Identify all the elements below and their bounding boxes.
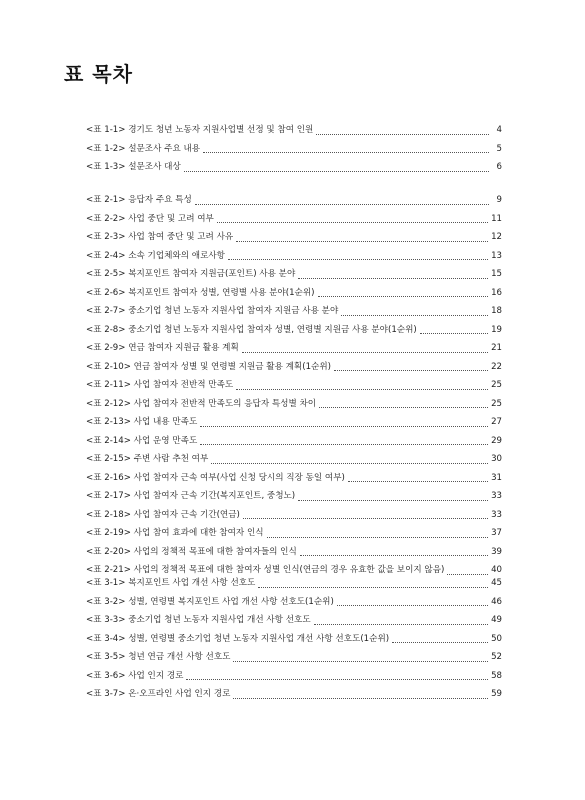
toc-entry-label: <표 3-5> 청년 연금 개선 사항 선호도 [86, 652, 231, 662]
toc-page-number: 21 [491, 343, 502, 353]
toc-entry-label: <표 2-19> 사업 참여 효과에 대한 참여자 인식 [86, 528, 264, 538]
toc-entry[interactable] [86, 524, 502, 543]
toc-group-2 [86, 191, 502, 580]
toc-page-number: 9 [496, 195, 502, 205]
toc-dot-leader [258, 586, 488, 588]
toc-entry-label: <표 2-11> 사업 참여자 전반적 만족도 [86, 380, 234, 390]
toc-entry[interactable] [86, 140, 502, 159]
toc-entry-label: <표 1-1> 경기도 청년 노동자 지원사업별 선정 및 참여 인원 [86, 125, 314, 135]
toc-dot-leader [228, 258, 488, 260]
toc-page-number: 37 [491, 528, 502, 538]
toc-entry-label: <표 3-1> 복지포인트 사업 개선 사항 선호도 [86, 578, 256, 588]
toc-entry-label: <표 2-6> 복지포인트 참여자 성별, 연령별 사용 분야(1순위) [86, 287, 315, 298]
toc-entry[interactable] [86, 302, 502, 321]
toc-dot-leader [186, 678, 488, 680]
toc-page-number: 6 [496, 162, 502, 172]
toc-entry-label: <표 2-5> 복지포인트 참여자 지원금(포인트) 사용 분야 [86, 269, 296, 279]
toc-page-number: 33 [491, 491, 502, 501]
toc-entry[interactable] [86, 574, 502, 593]
toc-dot-leader [243, 517, 488, 519]
toc-entry-label: <표 2-14> 사업 운영 만족도 [86, 435, 198, 446]
toc-entry[interactable] [86, 685, 502, 704]
toc-entry-label: <표 2-10> 연금 참여자 성별 및 연령별 지원금 활용 계획(1순위) [86, 361, 331, 372]
toc-dot-leader [348, 480, 488, 482]
toc-page-number: 15 [491, 269, 502, 279]
toc-dot-leader [298, 499, 488, 501]
toc-entry[interactable] [86, 648, 502, 667]
toc-entry[interactable] [86, 432, 502, 451]
toc-page-number: 59 [491, 689, 502, 699]
toc-entry[interactable] [86, 284, 502, 303]
toc-entry-label: <표 1-2> 설문조사 주요 내용 [86, 143, 201, 154]
toc-dot-leader [200, 443, 488, 445]
toc-page-number: 30 [491, 454, 502, 464]
toc-entry[interactable] [86, 450, 502, 469]
toc-dot-leader [267, 536, 489, 538]
toc-entry-label: <표 2-21> 사업의 정책적 목표에 대한 참여자 성별 인식(연금의 경우 유효한 값을 보이지 않음) [86, 565, 445, 575]
toc-dot-leader [319, 406, 488, 408]
toc-entry-label: <표 2-12> 사업 참여자 전반적 만족도의 응답자 특성별 차이 [86, 398, 317, 409]
toc-entry-label: <표 2-9> 연금 참여자 지원금 활용 계획 [86, 343, 239, 353]
toc-page-number: 11 [491, 213, 502, 224]
toc-entry-label: <표 2-2> 사업 중단 및 고려 여부 [86, 213, 214, 224]
toc-page-number: 50 [491, 633, 502, 644]
toc-entry-label: <표 3-4> 성별, 연령별 중소기업 청년 노동자 지원사업 개선 사항 선호도(1순위) [86, 633, 390, 644]
toc-entry[interactable] [86, 395, 502, 414]
toc-entry-label: <표 3-7> 온·오프라인 사업 인지 경로 [86, 689, 231, 699]
toc-entry-label: <표 2-15> 주변 사람 추천 여부 [86, 454, 209, 464]
toc-page-number: 49 [491, 615, 502, 625]
toc-entry[interactable] [86, 593, 502, 612]
toc-dot-leader [195, 203, 489, 205]
toc-page-number: 45 [491, 578, 502, 588]
toc-entry[interactable] [86, 667, 502, 686]
toc-entry[interactable] [86, 611, 502, 630]
toc-dot-leader [334, 369, 488, 371]
toc-entry-label: <표 2-20> 사업의 정책적 목표에 대한 참여자들의 인식 [86, 546, 297, 557]
toc-dot-leader [298, 277, 488, 279]
toc-dot-leader [314, 623, 488, 625]
toc-dot-leader [233, 660, 488, 662]
toc-entry-label: <표 2-18> 사업 참여자 근속 기간(연금) [86, 509, 240, 520]
toc-dot-leader [217, 221, 488, 223]
toc-entry-label: <표 2-13> 사업 내용 만족도 [86, 417, 198, 427]
toc-entry[interactable] [86, 339, 502, 358]
toc-entry-label: <표 2-16> 사업 참여자 근속 여부(사업 신청 당시의 직장 동일 여부) [86, 472, 345, 483]
toc-entry[interactable] [86, 210, 502, 229]
toc-page-number: 27 [491, 417, 502, 427]
toc-entry-label: <표 2-17> 사업 참여자 근속 기간(복지포인트, 중청노) [86, 491, 296, 501]
toc-dot-leader [316, 133, 489, 135]
toc-page-number: 40 [491, 565, 502, 575]
toc-page-number: 25 [491, 398, 502, 409]
toc-entry[interactable] [86, 376, 502, 395]
toc-dot-leader [211, 462, 488, 464]
toc-page-number: 25 [491, 380, 502, 390]
toc-entry[interactable] [86, 630, 502, 649]
toc-entry[interactable] [86, 228, 502, 247]
toc-page-number: 58 [491, 670, 502, 681]
toc-page-number: 12 [491, 232, 502, 242]
toc-entry[interactable] [86, 321, 502, 340]
toc-entry-label: <표 2-3> 사업 참여 중단 및 고려 사유 [86, 232, 234, 242]
toc-page-number: 4 [496, 125, 502, 135]
toc-dot-leader [236, 388, 488, 390]
toc-page-number: 31 [491, 472, 502, 483]
toc-dot-leader [200, 425, 488, 427]
toc-dot-leader [233, 697, 488, 699]
toc-entry[interactable] [86, 158, 502, 177]
toc-page-number: 16 [491, 287, 502, 298]
toc-page-number: 19 [491, 324, 502, 335]
toc-entry-label: <표 2-8> 중소기업 청년 노동자 지원사업 참여자 성별, 연령별 지원금 사용 분야(1순위) [86, 324, 417, 335]
toc-entry[interactable] [86, 191, 502, 210]
toc-entry[interactable] [86, 487, 502, 506]
toc-dot-leader [300, 554, 488, 556]
toc-entry-label: <표 1-3> 설문조사 대상 [86, 162, 181, 172]
toc-dot-leader [203, 151, 489, 153]
toc-group-1 [86, 121, 502, 177]
toc-page-number: 33 [491, 509, 502, 520]
toc-page-number: 13 [491, 250, 502, 261]
toc-dot-leader [318, 295, 489, 297]
toc-dot-leader [341, 314, 488, 316]
toc-entry-label: <표 3-3> 중소기업 청년 노동자 지원사업 개선 사항 선호도 [86, 615, 311, 625]
toc-entry[interactable] [86, 469, 502, 488]
toc-entry[interactable] [86, 121, 502, 140]
toc-group-3 [86, 574, 502, 704]
toc-page-number: 29 [491, 435, 502, 446]
toc-entry-label: <표 3-2> 성별, 연령별 복지포인트 사업 개선 사항 선호도(1순위) [86, 596, 334, 607]
toc-dot-leader [242, 351, 488, 353]
toc-page-number: 22 [491, 361, 502, 372]
page-title: 표 목차 [64, 62, 133, 86]
toc-entry-label: <표 2-7> 중소기업 청년 노동자 지원사업 참여자 지원금 사용 분야 [86, 306, 339, 316]
toc-page-number: 46 [491, 596, 502, 607]
toc-entry[interactable] [86, 506, 502, 525]
toc-entry[interactable] [86, 358, 502, 377]
toc-entry-label: <표 2-1> 응답자 주요 특성 [86, 195, 192, 205]
toc-dot-leader [420, 332, 488, 334]
toc-dot-leader [337, 604, 488, 606]
toc-entry[interactable] [86, 413, 502, 432]
toc-entry[interactable] [86, 543, 502, 562]
toc-dot-leader [184, 170, 489, 172]
toc-page-number: 52 [491, 652, 502, 662]
toc-page-number: 5 [496, 143, 502, 154]
toc-entry-label: <표 2-4> 소속 기업체와의 애로사항 [86, 250, 225, 261]
toc-dot-leader [236, 240, 488, 242]
toc-entry[interactable] [86, 247, 502, 266]
toc-page-number: 18 [491, 306, 502, 316]
toc-entry[interactable] [86, 265, 502, 284]
toc-page-number: 39 [491, 546, 502, 557]
toc-dot-leader [392, 641, 488, 643]
toc-entry-label: <표 3-6> 사업 인지 경로 [86, 670, 184, 681]
